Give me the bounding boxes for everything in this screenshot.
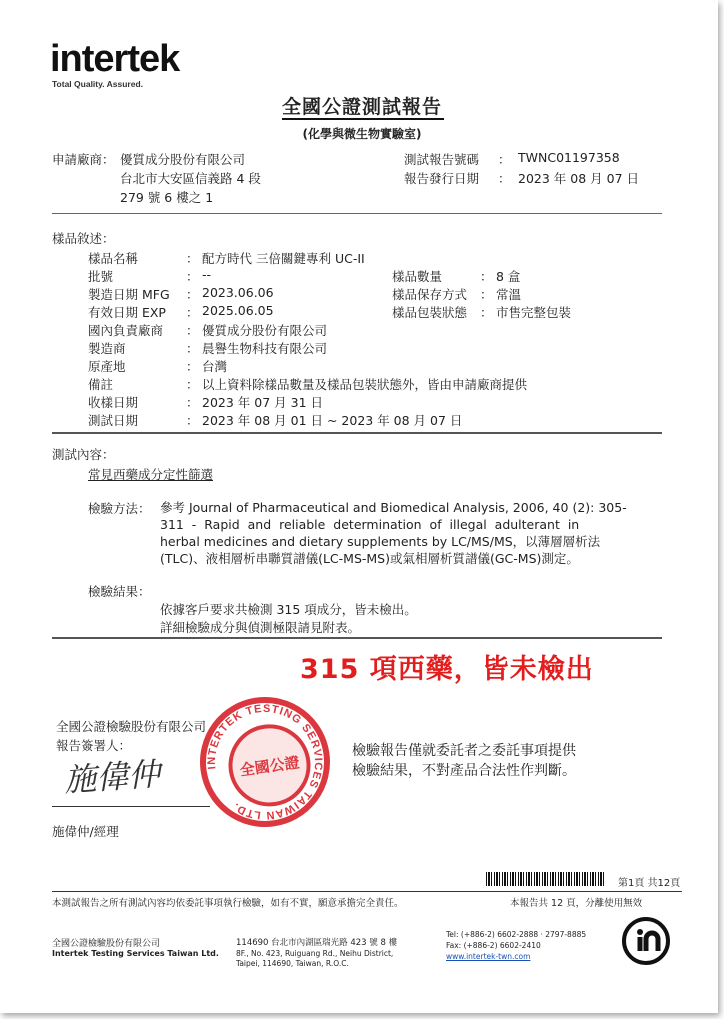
colon: ： xyxy=(498,152,511,167)
colon: ： xyxy=(186,323,199,338)
applicant-name: 優質成分股份有限公司 xyxy=(120,152,246,167)
method-line: 311 - Rapid and reliable determination of illegal adulterant in xyxy=(160,517,580,532)
colon: ： xyxy=(186,395,199,410)
divider xyxy=(52,213,662,214)
sample-row-value: 2023.06.06 xyxy=(202,285,274,300)
sample-right-label: 樣品數量 xyxy=(392,269,443,284)
sample-row-label: 測試日期 xyxy=(88,413,139,428)
footer-company-en: Intertek Testing Services Taiwan Ltd. xyxy=(52,949,219,958)
report-no: TWNC01197358 xyxy=(518,150,620,165)
highlight-annotation: 315 項西藥，皆未檢出 xyxy=(300,654,594,685)
sample-row-value: 2023 年 07 月 31 日 xyxy=(202,395,323,410)
intertek-logo: intertek xyxy=(50,38,180,80)
method-text xyxy=(160,499,648,567)
sample-row-label: 國內負責廠商 xyxy=(88,323,164,338)
report-no-label: 測試報告號碼 xyxy=(404,152,480,167)
applicant-label: 申請廠商： xyxy=(52,152,115,167)
sample-row-label: 製造日期 MFG xyxy=(88,287,170,302)
sample-right-value: 8 盒 xyxy=(496,269,521,284)
sample-right-value: 常溫 xyxy=(496,287,522,302)
colon: ： xyxy=(186,359,199,374)
footer-address-en: Taipei, 114690, Taiwan, R.O.C. xyxy=(236,959,349,968)
sample-section-label: 樣品敘述： xyxy=(52,231,115,246)
sample-right-label: 樣品保存方式 xyxy=(392,287,468,302)
sample-row-value: -- xyxy=(202,267,212,282)
company-seal xyxy=(192,689,339,836)
sample-row-value: 2025.06.05 xyxy=(202,303,274,318)
report-subtitle: (化學與微生物實驗室) xyxy=(302,127,422,141)
applicant-address-1: 台北市大安區信義路 4 段 xyxy=(120,171,261,186)
signer-name-title: 施偉仲/經理 xyxy=(52,824,119,839)
colon: ： xyxy=(480,269,493,284)
logo-tagline: Total Quality. Assured. xyxy=(52,79,143,89)
colon: ： xyxy=(186,287,199,302)
sample-row-value: 以上資料除樣品數量及樣品包裝狀態外，皆由申請廠商提供 xyxy=(202,377,528,392)
result-label: 檢驗結果： xyxy=(88,584,151,599)
disclaimer-line: 檢驗結果，不對產品合法性作判斷。 xyxy=(352,763,576,779)
method-line: herbal medicines and dietary supplements by LC/MS/MS，以薄層層析法 xyxy=(160,534,601,549)
svg-text:INTERTEK TESTING SERVICES TAIW: INTERTEK TESTING SERVICES TAIWAN LTD. xyxy=(205,702,325,822)
footer-fax: Fax: (+886-2) 6602-2410 xyxy=(446,941,541,950)
sample-row-value: 優質成分股份有限公司 xyxy=(202,323,328,338)
footer-address-zh: 114690 台北市內湖區瑞光路 423 號 8 樓 xyxy=(236,938,398,948)
sample-row-value: 2023 年 08 月 01 日 ~ 2023 年 08 月 07 日 xyxy=(202,413,463,428)
sample-row-label: 樣品名稱 xyxy=(88,251,139,266)
test-section-label: 測試內容： xyxy=(52,447,115,462)
colon: ： xyxy=(186,251,199,266)
footer-website[interactable]: www.intertek-twn.com xyxy=(446,952,531,961)
result-line: 依據客戶要求共檢測 315 項成分，皆未檢出。 xyxy=(160,602,417,617)
sample-row-value: 配方時代 三倍關鍵專利 UC-II xyxy=(202,251,365,266)
title-underline xyxy=(282,118,444,120)
colon: ： xyxy=(498,171,511,186)
issue-date: 2023 年 08 月 07 日 xyxy=(518,171,639,186)
report-title: 全國公證測試報告 xyxy=(281,96,442,118)
sample-right-label: 樣品包裝狀態 xyxy=(392,305,468,320)
signature-line xyxy=(52,806,210,807)
colon: ： xyxy=(186,413,199,428)
sample-row-label: 收樣日期 xyxy=(88,395,139,410)
colon: ： xyxy=(186,341,199,356)
signer-label: 報告簽署人： xyxy=(56,738,132,753)
footer-notice-right: 本報告共 12 頁，分離使用無效 xyxy=(510,898,643,909)
issue-date-label: 報告發行日期 xyxy=(404,171,480,186)
sample-right-value: 市售完整包裝 xyxy=(496,305,572,320)
page-number: 第1頁 共12頁 xyxy=(618,878,681,889)
method-line: 參考 Journal of Pharmaceutical and Biomedical Analysis, 2006, 40 (2): 305- xyxy=(160,500,627,515)
sample-row-label: 批號 xyxy=(88,269,114,284)
sample-row-label: 原產地 xyxy=(88,359,126,374)
test-item: 常見西藥成分定性篩選 xyxy=(88,467,214,482)
footer-company-zh: 全國公證檢驗股份有限公司 xyxy=(52,939,161,949)
handwritten-signature: 施偉仲 xyxy=(62,754,162,800)
colon: ： xyxy=(480,287,493,302)
sample-row-label: 有效日期 EXP xyxy=(88,305,166,320)
footer-notice: 本測試報告之所有測試內容均依委託事項執行檢驗，如有不實，願意承擔完全責任。 xyxy=(52,898,404,909)
applicant-address-2: 279 號 6 樓之 1 xyxy=(120,190,214,205)
sample-row-label: 備註 xyxy=(88,377,114,392)
result-line: 詳細檢驗成分與偵測極限請見附表。 xyxy=(160,620,361,635)
seal-center: 全國公證 xyxy=(223,719,316,812)
sample-row-label: 製造商 xyxy=(88,341,126,356)
colon: ： xyxy=(480,305,493,320)
sample-row-value: 晨譽生物科技有限公司 xyxy=(202,341,328,356)
method-line: (TLC)、液相層析串聯質譜儀(LC-MS-MS)或氣相層析質譜儀(GC-MS)測定。 xyxy=(160,551,579,566)
disclaimer-line: 檢驗報告僅就委託者之委託事項提供 xyxy=(352,743,576,759)
signature-company: 全國公證檢驗股份有限公司 xyxy=(56,719,207,734)
method-label: 檢驗方法： xyxy=(88,501,151,516)
colon: ： xyxy=(186,377,199,392)
footer-address-en: 8F., No. 423, Ruiguang Rd., Neihu District, xyxy=(236,949,394,958)
intertek-in-icon xyxy=(622,917,670,965)
sample-row-value: 台灣 xyxy=(202,359,228,374)
divider xyxy=(52,637,662,639)
footer-tel: Tel: (+886-2) 6602-2888 · 2797-8885 xyxy=(446,930,587,939)
barcode xyxy=(486,872,604,886)
colon: ： xyxy=(186,305,199,320)
divider xyxy=(52,891,682,892)
colon: ： xyxy=(186,269,199,284)
divider xyxy=(52,432,662,434)
